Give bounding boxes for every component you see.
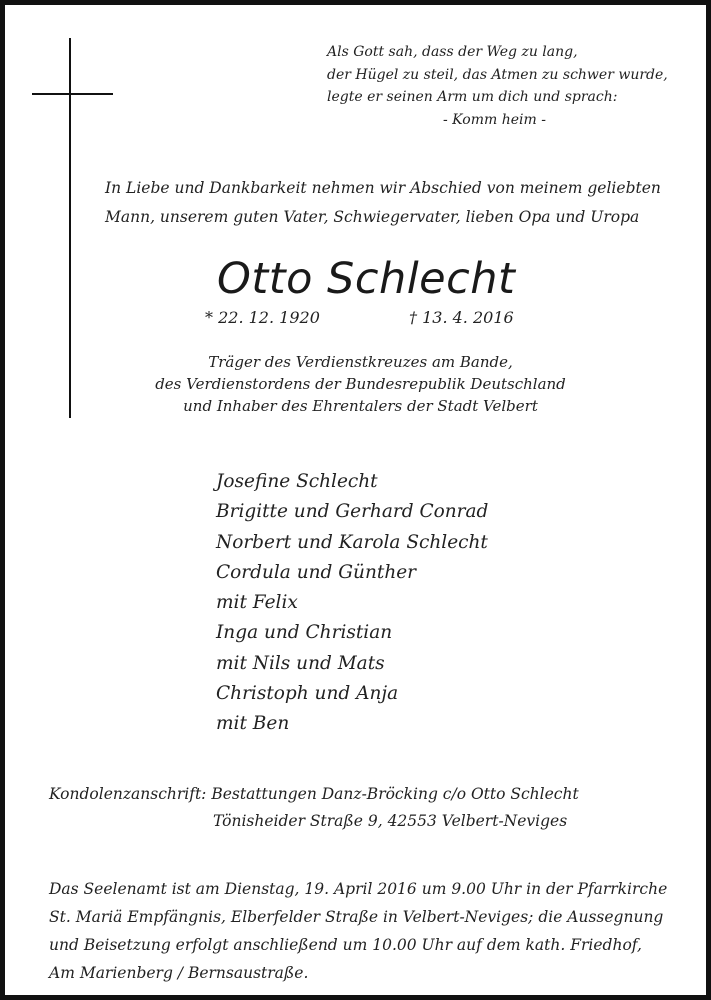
family-list xyxy=(216,467,488,740)
poem-closing-line: - Komm heim - xyxy=(443,111,546,128)
condolence-street: Tönisheider Straße 9, 42553 Velbert-Neviges xyxy=(213,812,568,830)
family-member: Norbert und Karola Schlecht xyxy=(216,531,488,553)
honors-text xyxy=(5,351,711,417)
condolence-line: Kondolenzanschrift: Bestattungen Danz-Bröcking c/o Otto Schlecht xyxy=(49,785,579,803)
family-member: mit Felix xyxy=(216,592,298,614)
family-member: Josefine Schlecht xyxy=(216,471,378,492)
service-line: Am Marienberg / Bernsaustraße. xyxy=(49,964,309,982)
service-line: und Beisetzung erfolgt anschließend um 10.00 Uhr auf dem kath. Friedhof, xyxy=(49,936,642,954)
honors-line: des Verdienstordens der Bundesrepublik Deutschland xyxy=(155,375,566,393)
cross-icon-horizontal-bar xyxy=(32,93,113,95)
poem-line: der Hügel zu steil, das Atmen zu schwer wurde, xyxy=(327,66,668,83)
deceased-name: Otto Schlecht xyxy=(217,254,516,304)
family-member: Brigitte und Gerhard Conrad xyxy=(216,501,489,523)
poem-line: legte er seinen Arm um dich und sprach: xyxy=(327,89,618,105)
birth-date: * 22. 12. 1920 xyxy=(205,308,320,327)
intro-text xyxy=(105,174,661,232)
family-member: mit Ben xyxy=(216,713,290,735)
service-line: St. Mariä Empfängnis, Elberfelder Straße in Velbert-Neviges; die Aussegnung xyxy=(49,908,664,926)
death-date: † 13. 4. 2016 xyxy=(409,308,514,327)
poem-line: Als Gott sah, dass der Weg zu lang, xyxy=(327,44,578,60)
family-member: mit Nils und Mats xyxy=(216,652,385,674)
service-info xyxy=(49,875,667,987)
honors-line: und Inhaber des Ehrentalers der Stadt Velbert xyxy=(183,397,538,415)
intro-line: Mann, unserem guten Vater, Schwiegervater, lieben Opa und Uropa xyxy=(105,208,640,226)
family-member: Cordula und Günther xyxy=(216,561,417,583)
condolence-address xyxy=(49,781,579,835)
family-member: Christoph und Anja xyxy=(216,683,399,705)
family-member: Inga und Christian xyxy=(216,622,393,644)
honors-line: Träger des Verdienstkreuzes am Bande, xyxy=(208,353,513,371)
intro-line: In Liebe und Dankbarkeit nehmen wir Abschied von meinem geliebten xyxy=(105,179,661,197)
service-line: Das Seelenamt ist am Dienstag, 19. April 2016 um 9.00 Uhr in der Pfarrkirche xyxy=(49,880,668,898)
poem xyxy=(327,41,668,131)
